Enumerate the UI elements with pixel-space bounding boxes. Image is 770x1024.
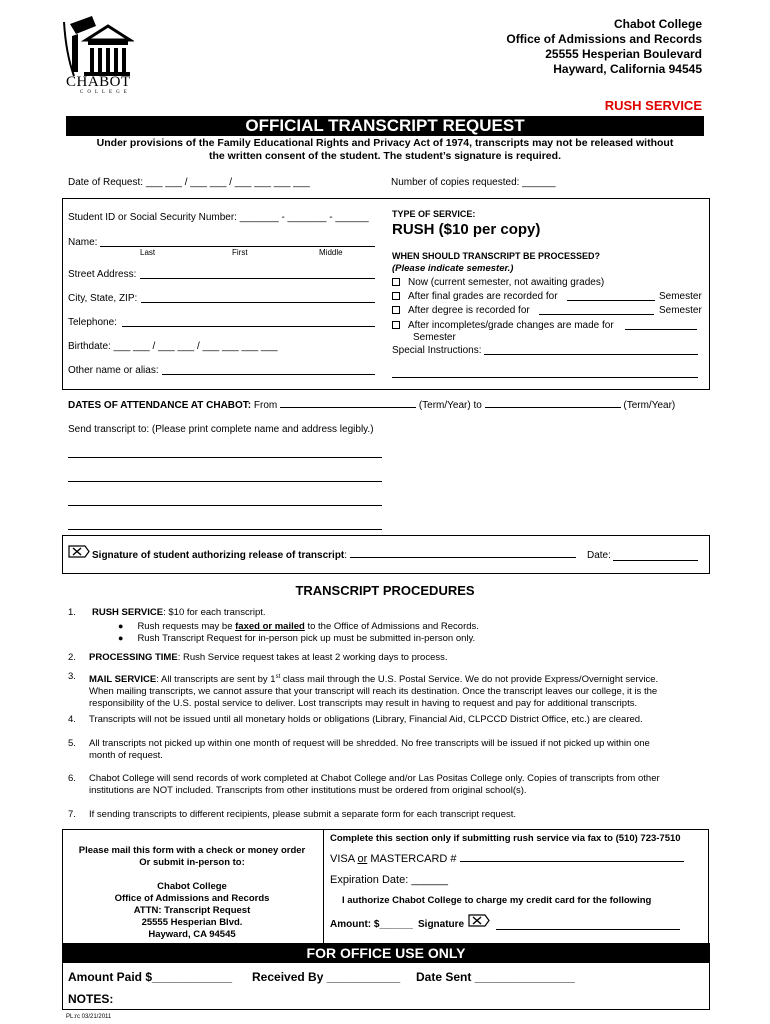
special-instructions-line-1[interactable] — [484, 354, 698, 355]
procedure-5-line-1: All transcripts not picked up within one month of request will be shredded. No free transcripts will be issued if not picked up within one — [89, 738, 650, 749]
address-line-4: Hayward, California 94545 — [553, 62, 702, 76]
checkbox-now[interactable] — [392, 278, 400, 286]
option-final-label: After final grades are recorded for — [408, 291, 558, 302]
procedure-3 — [68, 671, 708, 710]
procedure-4-number: 4. — [68, 714, 76, 725]
procedure-7-text: If sending transcripts to different recipients, please submit a separate form for each transcript request. — [89, 809, 517, 820]
bullet-1-post: to the Office of Admissions and Records. — [304, 621, 479, 632]
card-number-line[interactable] — [460, 861, 684, 862]
mail-addr-1: Chabot College — [157, 881, 227, 892]
checkbox-degree[interactable] — [392, 306, 400, 314]
procedure-2-head: PROCESSING TIME — [89, 652, 178, 663]
procedure-5-line-2: month of request. — [89, 750, 163, 761]
other-name-label: Other name or alias: — [68, 365, 159, 376]
attendance-term: (Term/Year) — [623, 400, 676, 411]
procedure-6-line-2: institutions are NOT included. Transcripts from other institutions must be ordered from original school(s). — [89, 785, 527, 796]
attendance-from-line[interactable] — [280, 407, 416, 408]
privacy-notice — [66, 137, 704, 163]
procedure-3-text-1: : All transcripts are sent by 1 — [156, 674, 276, 686]
bullet-1-emphasis: faxed or mailed — [235, 621, 305, 632]
mastercard-label: MASTERCARD # — [367, 853, 457, 865]
attendance-from: From — [253, 400, 278, 411]
amount-paid: Amount Paid $____________ — [68, 970, 233, 984]
received-by: Received By ___________ — [252, 970, 401, 984]
procedure-3-line-3: responsibility of the U.S. postal service to deliver. Lost transcripts may result in having to request and pay for additional transcripts. — [89, 698, 638, 710]
procedure-4 — [68, 714, 708, 726]
privacy-line-1: Under provisions of the Family Educational Rights and Privacy Act of 1974, transcripts may not be released without — [96, 137, 674, 149]
logo-name: CHABOT — [66, 74, 131, 90]
type-of-service-label: TYPE OF SERVICE: — [392, 209, 476, 219]
mail-addr-2: Office of Admissions and Records — [114, 893, 270, 904]
date-of-request[interactable]: Date of Request: ___ ___ / ___ ___ / ___ ___ ___ ___ — [68, 177, 310, 188]
visa-or: or — [357, 853, 368, 865]
bullet-2-text: Rush Transcript Request for in-person pick up must be submitted in-person only. — [137, 633, 476, 644]
telephone-line[interactable] — [122, 326, 375, 327]
option-now[interactable] — [392, 277, 604, 288]
authorize-text: I authorize Chabot College to charge my credit card for the following — [342, 895, 652, 906]
checkbox-final-grades[interactable] — [392, 292, 400, 300]
signature-x-icon — [68, 545, 90, 558]
mail-box-line-2: Or submit in-person to: — [139, 857, 245, 868]
attendance-to-line[interactable] — [485, 407, 621, 408]
send-to-line-1[interactable] — [68, 457, 382, 458]
signature-line[interactable] — [350, 557, 576, 558]
send-to-label: Send transcript to: (Please print complete name and address legibly.) — [68, 424, 374, 435]
when-processed-label: WHEN SHOULD TRANSCRIPT BE PROCESSED? — [392, 251, 601, 261]
final-semester-label: Semester — [659, 291, 702, 302]
notes-label: NOTES: — [68, 992, 114, 1006]
other-name-line[interactable] — [162, 374, 375, 375]
procedure-6-number: 6. — [68, 773, 76, 784]
bullet-1-pre: Rush requests may be — [137, 621, 236, 632]
office-use-title: FOR OFFICE USE ONLY — [62, 943, 710, 963]
option-degree[interactable] — [392, 305, 530, 316]
signature-label: Signature of student authorizing release of transcript — [92, 550, 345, 561]
option-now-label: Now (current semester, not awaiting grades) — [408, 277, 605, 288]
name-label: Name: — [68, 237, 98, 248]
attendance-label: DATES OF ATTENDANCE AT CHABOT: — [68, 400, 252, 411]
address-line-3: 25555 Hesperian Boulevard — [545, 47, 702, 61]
procedure-7 — [68, 809, 708, 821]
procedure-1-bullet-1: ● Rush requests may be faxed or mailed to the Office of Admissions and Records. — [118, 621, 479, 632]
send-to-line-4[interactable] — [68, 529, 382, 530]
option-degree-label: After degree is recorded for — [408, 305, 530, 316]
student-id-field[interactable]: Student ID or Social Security Number: _______ - _______ - ______ — [68, 212, 369, 223]
visa-label: VISA — [330, 853, 358, 865]
telephone-label: Telephone: — [68, 317, 117, 328]
fax-signature-x-icon — [468, 914, 490, 927]
indicate-semester: (Please indicate semester.) — [392, 263, 514, 274]
procedure-2-number: 2. — [68, 652, 76, 663]
copies-requested[interactable]: Number of copies requested: ______ — [391, 177, 556, 188]
degree-semester-label: Semester — [659, 305, 702, 316]
procedure-3-number: 3. — [68, 671, 76, 682]
chabot-building-icon — [62, 14, 134, 78]
procedure-3-text-2: class mail through the U.S. Postal Service. We do not provide Express/Overnight service. — [280, 674, 659, 686]
option-incompletes[interactable] — [392, 320, 614, 331]
name-middle-label: Middle — [319, 248, 343, 257]
name-last-label: Last — [140, 248, 156, 257]
mail-addr-5: Hayward, CA 94545 — [148, 929, 236, 940]
signature-row — [92, 550, 576, 561]
procedure-1 — [68, 607, 698, 619]
procedure-3-sup: st — [275, 674, 281, 680]
expiration-date[interactable]: Expiration Date: ______ — [330, 874, 449, 886]
final-grades-line[interactable] — [567, 300, 655, 301]
signature-date-label: Date: — [587, 550, 611, 561]
mail-addr-4: 25555 Hesperian Blvd. — [141, 917, 243, 928]
procedure-2-text: : Rush Service request takes at least 2 working days to process. — [177, 652, 448, 663]
procedure-5 — [68, 738, 708, 761]
procedure-1-bullet-2: ● Rush Transcript Request for in-person pick up must be submitted in-person only. — [118, 633, 476, 644]
procedure-2 — [68, 652, 708, 664]
procedure-6-line-1: Chabot College will send records of work completed at Chabot College and/or Las Positas College only. Copies of transcripts from other — [89, 773, 660, 784]
street-line[interactable] — [140, 278, 375, 279]
degree-line[interactable] — [539, 314, 654, 315]
procedure-4-text: Transcripts will not be issued until all monetary holds or obligations (Library, Financial Aid, CLPCCD District Office, etc.) are cleared. — [89, 714, 643, 725]
address-line-1: Chabot College — [613, 17, 702, 31]
procedure-3-line-2: When mailing transcripts, we cannot assure that your transcript will reach its destination. Once the transcript leaves our college, it is the — [89, 686, 658, 698]
mail-box-text — [62, 845, 322, 869]
signature-date-line[interactable] — [613, 560, 698, 561]
college-address — [506, 17, 702, 77]
option-incompletes-label: After incompletes/grade changes are made for — [408, 320, 614, 331]
privacy-line-2: the written consent of the student. The student’s signature is required. — [209, 150, 561, 162]
city-line[interactable] — [141, 302, 375, 303]
amount-field[interactable]: Amount: $______ — [330, 919, 413, 930]
checkbox-incompletes[interactable] — [392, 321, 400, 329]
procedure-1-text: : $10 for each transcript. — [163, 607, 266, 618]
incompletes-semester-label: Semester — [413, 332, 456, 343]
option-final-grades[interactable] — [392, 291, 558, 302]
procedures-title: TRANSCRIPT PROCEDURES — [295, 583, 475, 598]
rush-service-label: RUSH SERVICE — [604, 98, 702, 113]
footer-code: PL:rc 03/21/2011 — [66, 1014, 112, 1020]
send-to-line-2[interactable] — [68, 481, 382, 482]
fax-visa-row — [330, 853, 684, 865]
address-line-2: Office of Admissions and Records — [506, 32, 702, 46]
city-label: City, State, ZIP: — [68, 293, 138, 304]
send-to-line-3[interactable] — [68, 505, 382, 506]
student-info-box — [62, 198, 710, 390]
logo-sub: COLLEGE — [80, 90, 131, 95]
street-label: Street Address: — [68, 269, 137, 280]
mail-addr-3: ATTN: Transcript Request — [133, 905, 251, 916]
procedure-1-number: 1. — [68, 607, 76, 618]
procedure-7-number: 7. — [68, 809, 76, 820]
date-sent: Date Sent _______________ — [416, 970, 575, 984]
mail-box-line-1: Please mail this form with a check or money order — [78, 845, 306, 856]
rush-price: RUSH ($10 per copy) — [392, 221, 541, 238]
special-instructions-line-2[interactable] — [392, 377, 698, 378]
signature-colon: : — [344, 550, 350, 561]
attendance-row — [68, 400, 675, 411]
fax-box-title: Complete this section only if submitting rush service via fax to (510) 723-7510 — [330, 833, 681, 844]
procedure-6 — [68, 773, 708, 796]
fax-signature-line[interactable] — [496, 929, 680, 930]
fax-signature-label: Signature — [418, 919, 465, 930]
attendance-term-to: (Term/Year) to — [418, 400, 482, 411]
procedure-3-head: MAIL SERVICE — [89, 674, 157, 686]
name-first-label: First — [232, 248, 248, 257]
procedure-1-head: RUSH SERVICE — [92, 607, 164, 618]
birthdate-field[interactable]: Birthdate: ___ ___ / ___ ___ / ___ ___ ___ ___ — [68, 341, 278, 352]
page-title: OFFICIAL TRANSCRIPT REQUEST — [66, 116, 704, 136]
incompletes-line[interactable] — [625, 329, 697, 330]
procedure-5-number: 5. — [68, 738, 76, 749]
mail-box-address — [62, 881, 322, 941]
name-line[interactable] — [100, 246, 375, 247]
chabot-logo — [62, 14, 134, 96]
special-instructions-label: Special Instructions: — [392, 345, 482, 356]
